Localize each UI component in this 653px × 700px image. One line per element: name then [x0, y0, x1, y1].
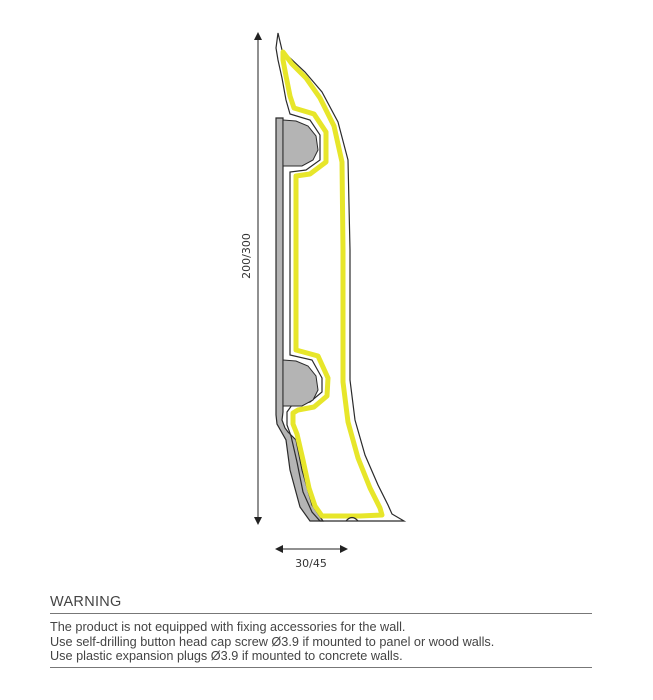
warning-line: Use self-drilling button head cap screw Ø3.9 if mounted to panel or wood walls.	[50, 634, 495, 649]
height-dimension-label: 200/300	[240, 233, 253, 279]
profile-back-carrier	[276, 118, 323, 521]
warning-line: The product is not equipped with fixing accessories for the wall.	[50, 620, 406, 634]
warning-divider-top	[50, 613, 592, 614]
warning-text	[50, 620, 592, 664]
depth-dimension-label: 30/45	[295, 557, 327, 570]
warning-divider-bottom	[50, 667, 592, 668]
upper-clip-pad	[283, 120, 318, 166]
warning-section	[50, 594, 592, 668]
warning-line: Use plastic expansion plugs Ø3.9 if mounted to concrete walls.	[50, 649, 403, 663]
warning-title: WARNING	[50, 594, 122, 610]
lower-clip-pad	[283, 360, 318, 406]
